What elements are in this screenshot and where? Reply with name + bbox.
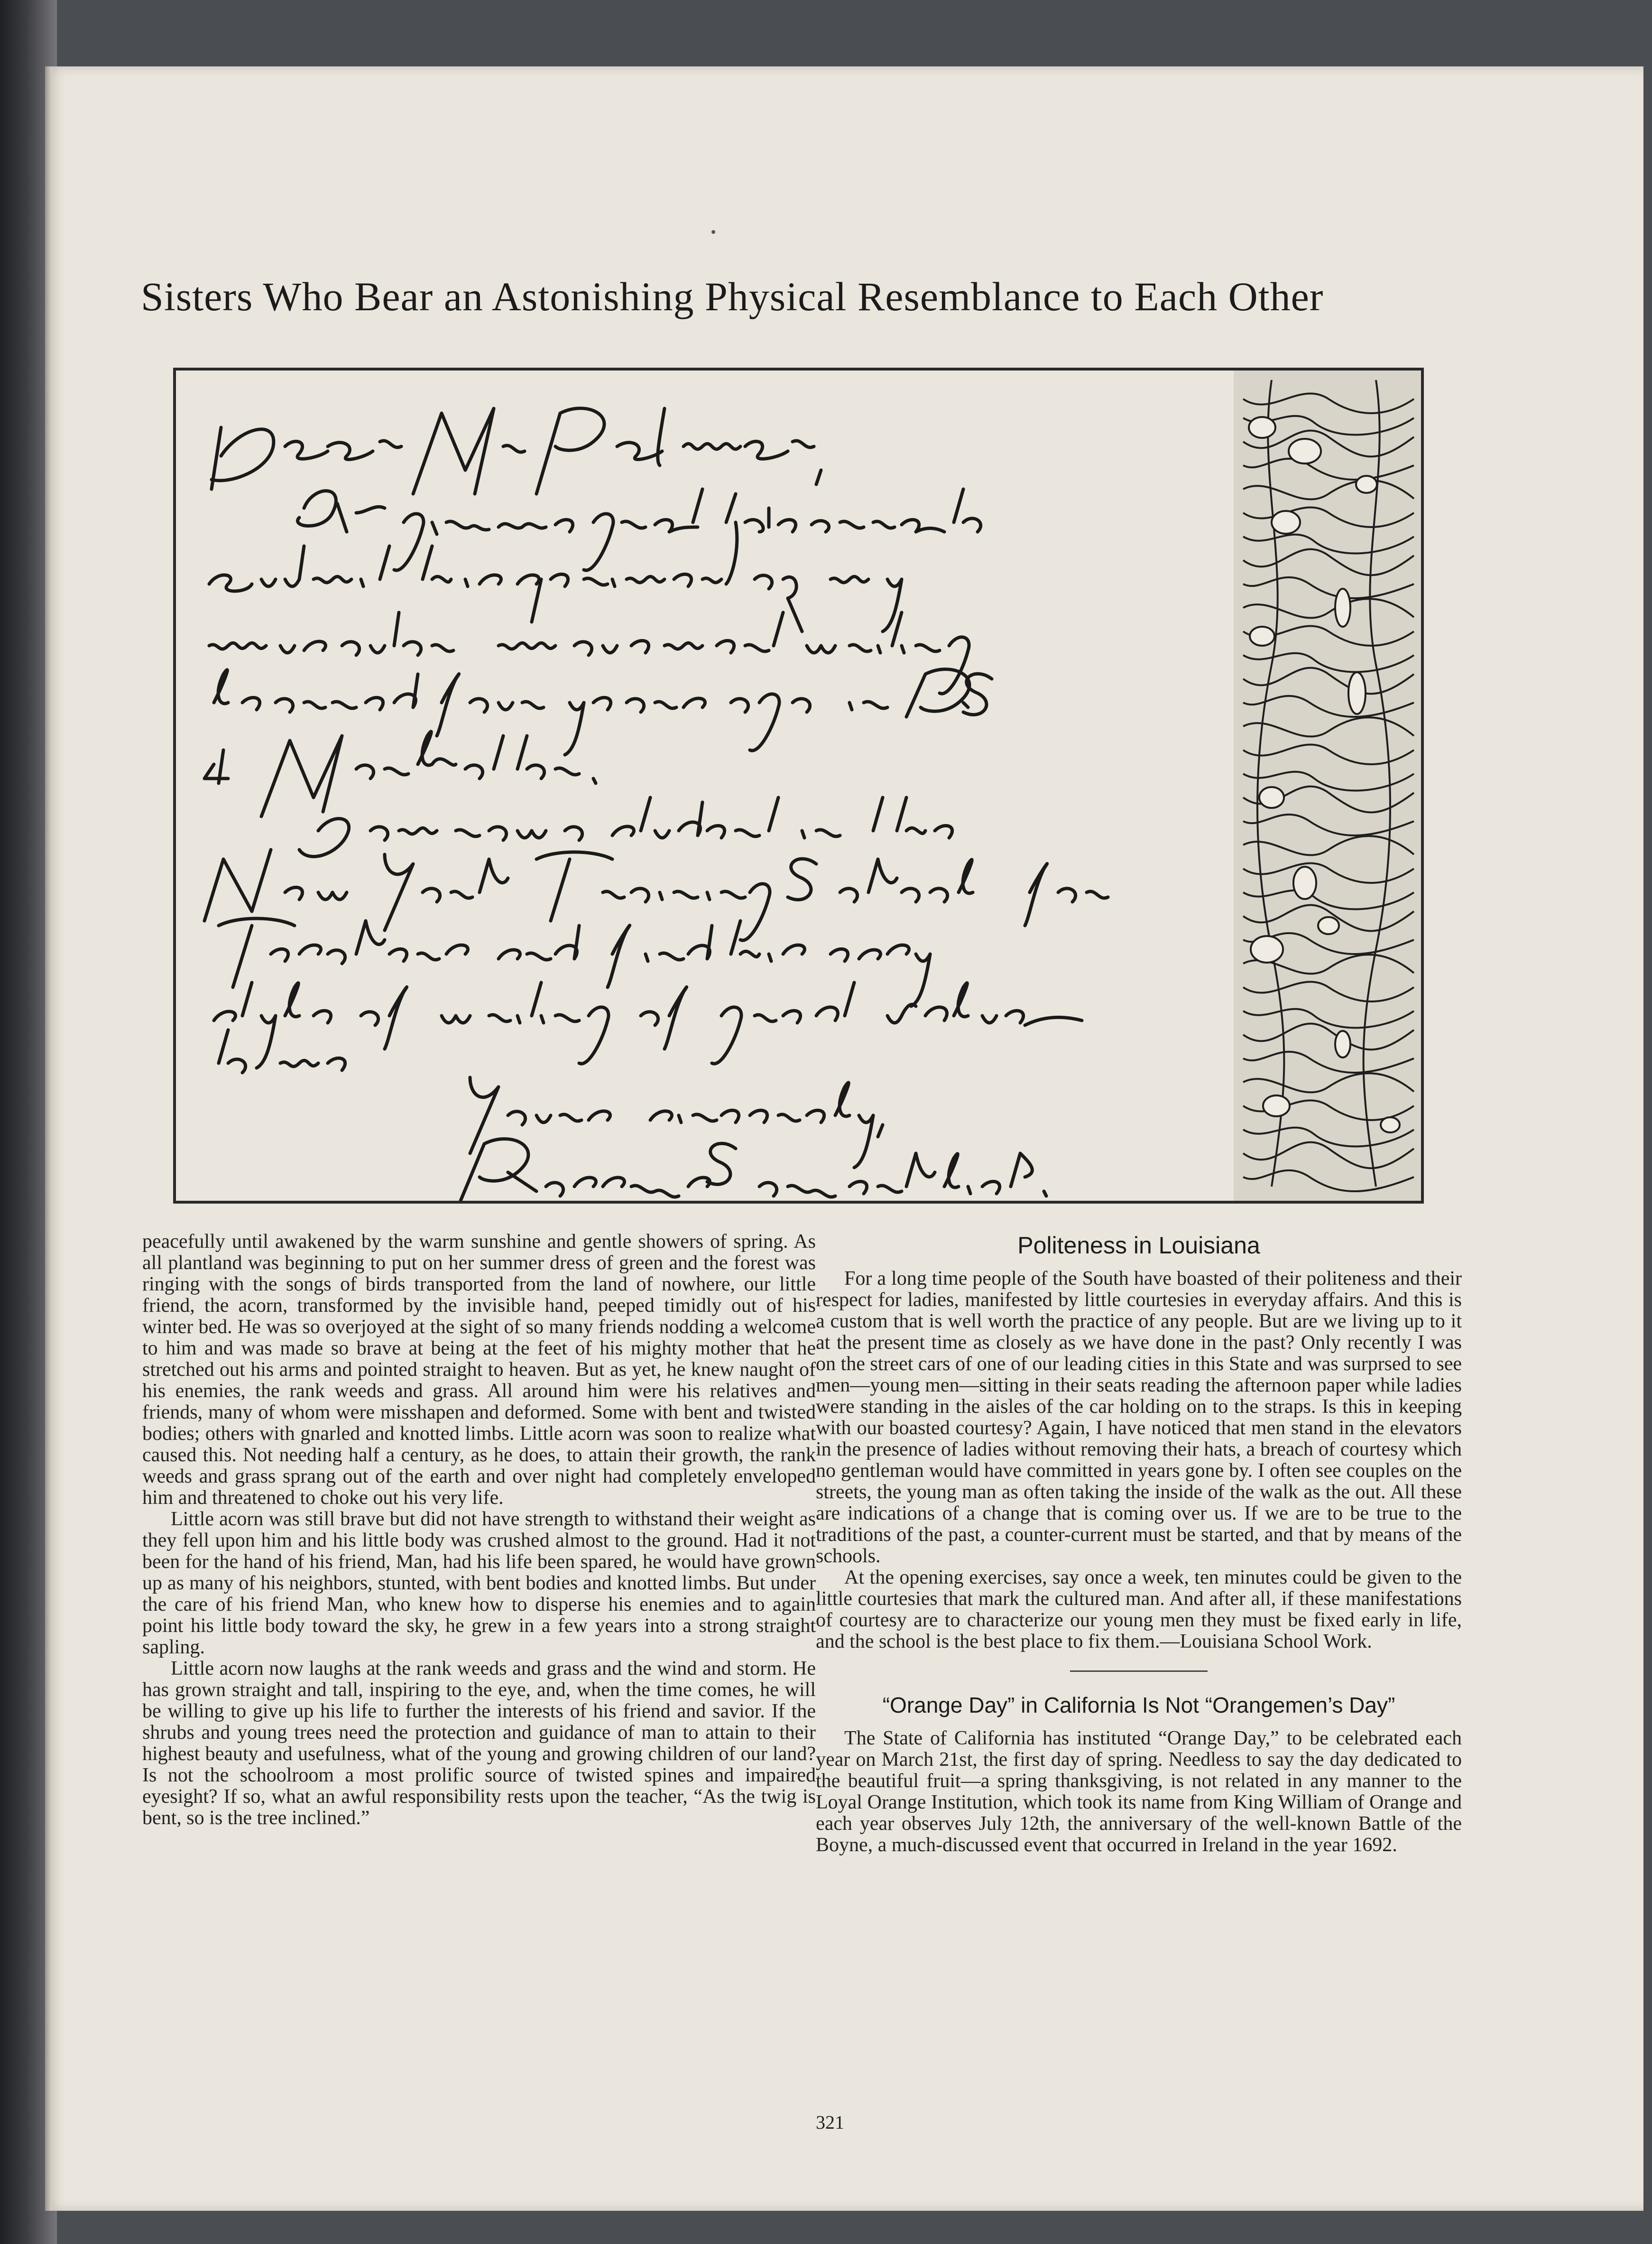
decorative-marbled-border xyxy=(1234,371,1421,1201)
paragraph: Little acorn was still brave but did not have strength to withstand their weight as they fell upon him and his little body was crushed almost to the ground. Had it not been for the hand of his friend, Man, had his life been spared, he would have grown up as many of his neighbors, stunted, with bent bodies and knotted limbs. But under the care of his friend Man, who knew how to disperse his enemies and to again point his little body toward the sky, he grew in a few years into a strong straight sapling. xyxy=(142,1508,816,1658)
paragraph: For a long time people of the South have boasted of their politeness and their respect for ladies, manifested by little courtesies in everyday affairs. And this is a custom that is well worth the practice of any people. But are we living up to it at the present time as closely as we have done in the past? Only recently I was on the street cars of one of our leading cities in this State and was surprsed to see men—young men—sitting in their seats reading the afternoon paper while ladies were standing in the aisles of the car holding on to the straps. Is this in keeping with our boasted courtesy? Again, I have noticed that men stand in the elevators in the presence of ladies without removing their hats, a breach of courtesy which no gentleman would have committed in years gone by. I often see couples on the streets, the young man as often taking the inside of the walk as the out. All these are indications of a change that is coming over us. If we are to be true to the traditions of the past, a counter-current must be started, and that by means of the schools. xyxy=(816,1268,1462,1567)
right-column xyxy=(816,1231,1462,1856)
section-title-politeness: Politeness in Louisiana xyxy=(1017,1232,1260,1259)
page-number: 321 xyxy=(816,2112,844,2133)
page-headline: Sisters Who Bear an Astonishing Physical Resemblance to Each Other xyxy=(141,274,1324,319)
handwriting-specimen-box xyxy=(173,368,1424,1204)
paragraph: Little acorn now laughs at the rank weeds and grass and the wind and storm. He has grown straight and tall, inspiring to the eye, and, when the time comes, he will be willing to give up his life to further the interests of his friend and savior. If the shrubs and young trees need the protection and guidance of man to attain to their highest beauty and usefulness, what of the young and growing children of our land? Is not the schoolroom a most prolific source of twisted spines and impaired eyesight? If so, what an awful responsibility rests upon the teacher, “As the twig is bent, so is the tree inclined.” xyxy=(142,1658,816,1829)
section-divider xyxy=(1070,1670,1208,1672)
paragraph: The State of California has instituted “Orange Day,” to be celebrated each year on March 21st, the first day of spring. Needless to say the day dedicated to the beautiful fruit—a spring thanksgiving, is not related in any manner to the Loyal Orange Institution, which took its name from King William of Orange and each year observes July 12th, the anniversary of the well-known Battle of the Boyne, a much-discussed event that occurred in Ireland in the year 1692. xyxy=(816,1727,1462,1856)
page-edge xyxy=(45,66,52,2211)
paragraph: At the opening exercises, say once a week, ten minutes could be given to the little courtesies that mark the cultured man. And after all, if these manifestations of courtesy are to characterize our young men they must be fixed early in life, and the school is the best place to fix them.—Louisiana School Work. xyxy=(816,1567,1462,1652)
paragraph: peacefully until awakened by the warm sunshine and gentle showers of spring. As all plantland was beginning to put on her summer dress of green and the forest was ringing with the songs of birds transported from the land of nowhere, our little friend, the acorn, transformed by the invisible hand, peeped timidly out of his winter bed. He was so overjoyed at the sight of so many friends nodding a welcome to him and was made so brave at being at the feet of his mighty mother that he stretched out his arms and pointed straight to heaven. But as yet, he knew naught of his enemies, the rank weeds and grass. All around him were his relatives and friends, many of whom were misshapen and deformed. Some with bent and twisted bodies; others with gnarled and knotted limbs. Little acorn was soon to realize what caused this. Not needing half a century, as he does, to attain their growth, the rank weeds and grass sprang out of the earth and over night had completely enveloped him and threatened to choke out his very life. xyxy=(142,1231,816,1509)
handwritten-letter-image xyxy=(176,371,1234,1201)
print-speck xyxy=(711,230,715,234)
section-title-orange-day: “Orange Day” in California Is Not “Orangemen’s Day” xyxy=(882,1693,1395,1717)
left-column xyxy=(142,1231,816,1829)
